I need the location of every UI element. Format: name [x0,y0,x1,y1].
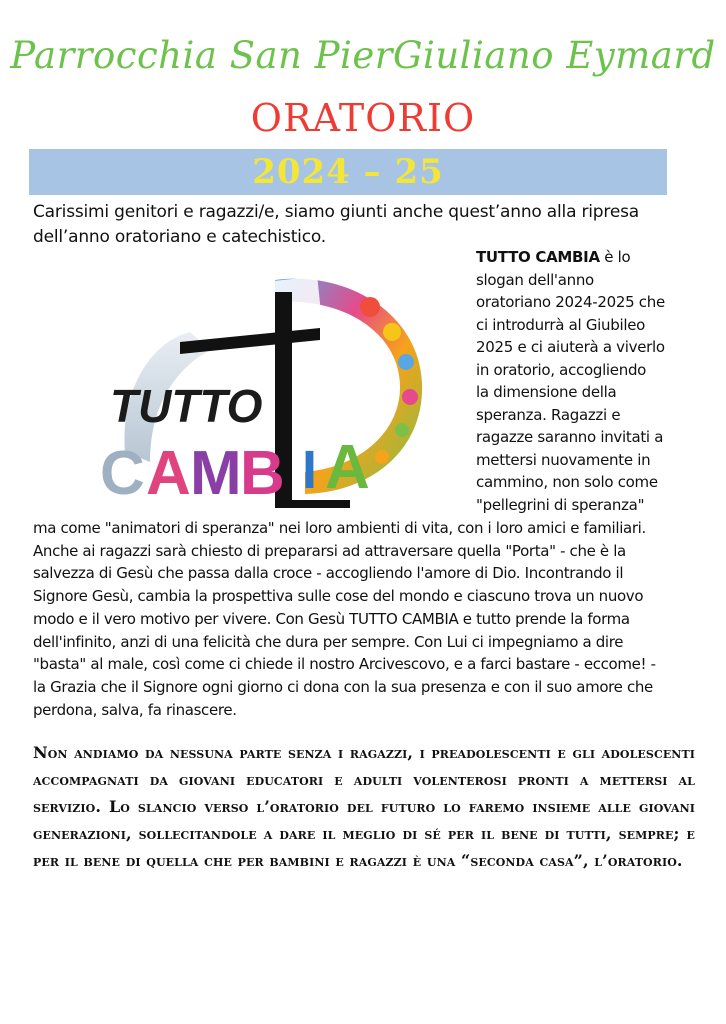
body-line: Signore Gesù, cambia la prospettiva sulle cose del mondo e ciascuno trova un nuovo [33,587,644,606]
body-line: dell'infinito, anzi di una felicità che dura per sempre. Con Lui ci impegniamo a dire [33,632,624,651]
body-paragraph [33,517,693,721]
slogan-line [476,246,702,269]
slogan-line: 2025 e ci aiuterà a viverlo [476,338,665,356]
slogan-line: "pellegrini di speranza" [476,495,645,514]
slogan-line: ragazze saranno invitati a [476,428,664,446]
slogan-bold: TUTTO CAMBIA [476,248,600,266]
slogan-line: oratoriano 2024-2025 che [476,293,665,311]
logo-word-tutto: TUTTO [110,380,263,432]
slogan-paragraph [476,246,702,516]
closing-paragraph: Non andiamo da nessuna parte senza i ragazzi, i preadolescenti e gli adolescenti accompagnati da giovani educatori e adulti volenterosi pronti a mettersi al servizio. Lo slancio verso l’oratorio del futuro lo faremo insieme alle giovani generazioni, sollecitandole a dare il meglio di sé per il bene di tutti, sempre; e per il bene di quella che per bambini e ragazzi è una “seconda casa”, l’oratorio. [33,743,695,870]
body-line: salvezza di Gesù che passa dalla croce - accogliendo l'amore di Dio. Incontrando il [33,564,624,583]
logo-letter-i: I [302,440,318,500]
body-line: Anche ai ragazzi sarà chiesto di prepararsi ad attraversare quella "Porta" - che è la [33,541,626,560]
slogan-line: cammino, non solo come [476,473,658,491]
tutto-cambia-logo [70,262,455,517]
body-line: perdona, salva, fa rinascere. [33,700,237,719]
logo-letter-b: B [240,439,285,508]
logo-letter-a2: A [325,433,370,502]
logo-letter-a: A [146,439,191,508]
slogan-line: ci introdurrà al Giubileo [476,315,645,334]
slogan-line: slogan dell'anno [476,270,594,289]
body-line: "basta" al male, così come ci chiede il nostro Arcivescovo, e a farci bastare - eccome! - [33,655,656,674]
parish-name: Parrocchia San PierGiuliano Eymard [10,34,716,77]
body-line: ma come "animatori di speranza" nei loro ambienti di vita, con i loro amici e familiari. [33,519,646,537]
slogan-text: è lo [604,248,631,266]
intro-paragraph: Carissimi genitori e ragazzi/e, siamo giunti anche quest’anno alla ripresa dell’anno oratoriano e catechistico. [33,202,639,247]
logo-letter-c: C [100,439,145,508]
logo-letter-m: M [190,439,242,508]
year-label: 2024 – 25 [252,152,444,192]
year-banner [29,149,667,195]
body-line: la Grazia che il Signore ogni giorno ci dona con la sua presenza e con il suo amore che [33,677,653,696]
slogan-line: speranza. Ragazzi e [476,405,621,424]
slogan-line: in oratorio, accogliendo [476,360,647,379]
body-line: modo e il vero motivo per vivere. Con Gesù TUTTO CAMBIA e tutto prende la forma [33,609,630,628]
page-title: ORATORIO [250,96,476,140]
slogan-line: la dimensione della [476,383,617,401]
slogan-line: mettersi nuovamente in [476,450,651,469]
